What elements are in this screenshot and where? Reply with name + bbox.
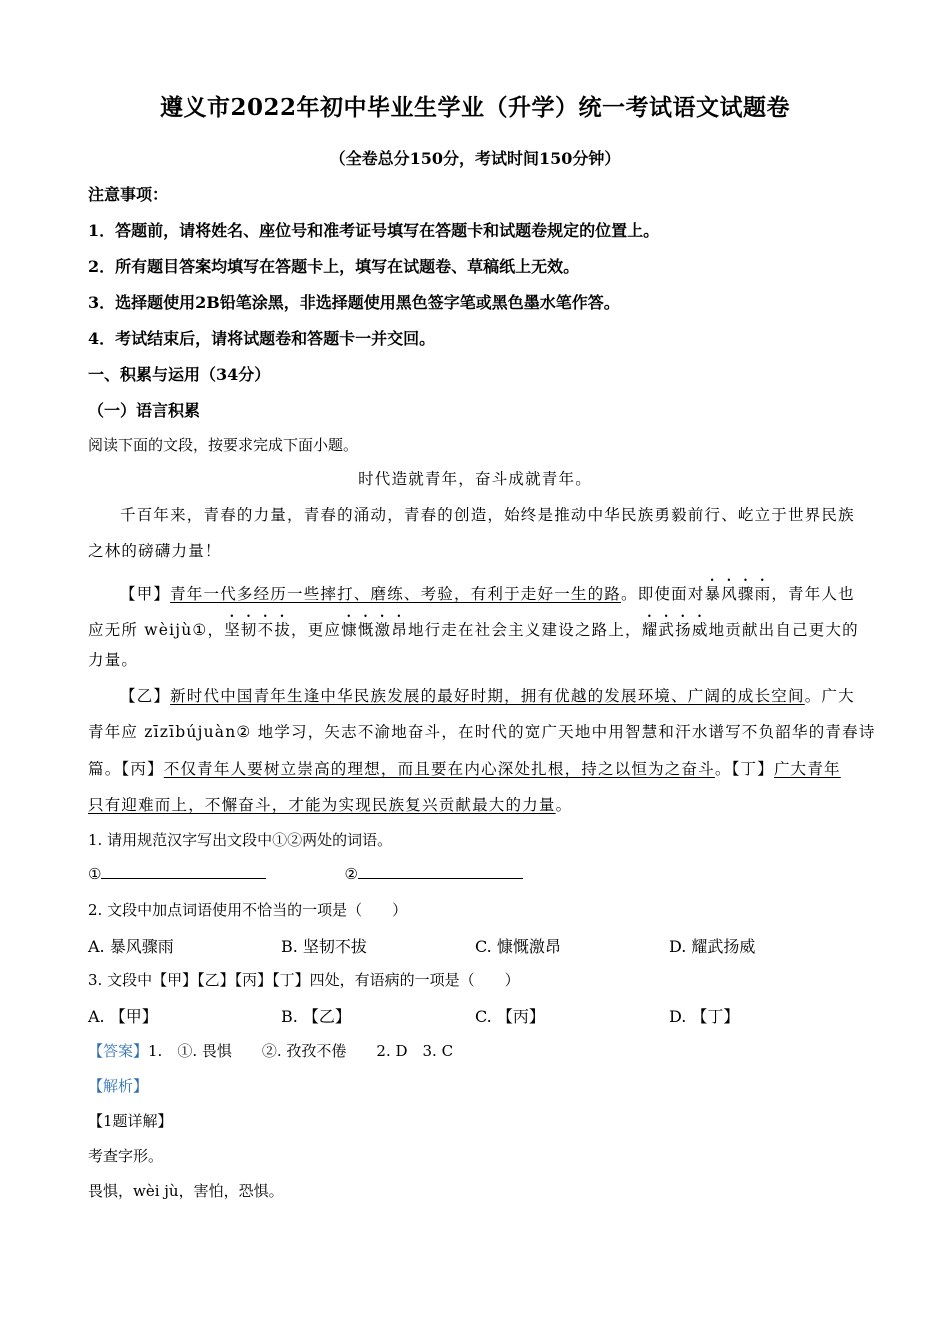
answer-tag: 【答案】: [88, 1042, 149, 1060]
section-heading: 一、积累与运用（34分）: [88, 365, 271, 384]
sentence-bing: 不仅青年人要树立崇高的理想，而且要在内心深处扎根，持之以恒为之奋斗: [163, 760, 715, 778]
sentence-jia: 青年一代多经历一些摔打、磨练、考验，有利于走好一生的路: [170, 585, 622, 603]
sentence-ding-part1: 广大青年: [773, 760, 841, 778]
q3-option-d[interactable]: D. 【丁】: [669, 1007, 740, 1026]
passage-p3-line2: 青年应 zīzībújuàn② 地学习，矢志不渝地奋斗，在时代的宽广天地中用智慧和汗水谱写不负韶华的青春诗: [88, 723, 876, 741]
notice-heading: 注意事项：: [88, 185, 169, 204]
q3-option-c[interactable]: C. 【丙】: [475, 1007, 545, 1026]
question-1-stem: 1. 请用规范汉字写出文段中①②两处的词语。: [88, 831, 393, 849]
analysis-tag: 【解析】: [88, 1077, 149, 1095]
answer-blank-2[interactable]: [358, 864, 523, 879]
q2-option-c[interactable]: C. 慷慨激昂: [475, 937, 561, 956]
question-1-blanks: ① ②: [88, 864, 523, 883]
analysis-q1-heading: 【1题详解】: [88, 1112, 173, 1130]
notice-item-2: 2．所有题目答案均填写在答题卡上，填写在试题卷、草稿纸上无效。: [88, 257, 580, 276]
analysis-line-1: 考查字形。: [88, 1147, 164, 1165]
q2-option-b[interactable]: B. 坚韧不拔: [281, 937, 367, 956]
answer-text: 1. ①. 畏惧 ②. 孜孜不倦 2. D 3. C: [148, 1042, 454, 1060]
tag-ding: 【丁】: [731, 760, 774, 778]
tag-bing: 【丙】: [121, 760, 164, 778]
notice-item-4: 4．考试结束后，请将试题卷和答题卡一并交回。: [88, 329, 436, 348]
notice-item-3: 3．选择题使用2B铅笔涂黑，非选择题使用黑色签字笔或黑色墨水笔作答。: [88, 293, 620, 312]
passage-p3-line1: 【乙】新时代中国青年生逢中华民族发展的最好时期，拥有优越的发展环境、广阔的成长空间。广大: [120, 687, 855, 705]
answer-blank-1[interactable]: [101, 864, 266, 879]
q3-option-a[interactable]: A. 【甲】: [88, 1007, 158, 1026]
subsection-heading: （一）语言积累: [88, 401, 201, 420]
notice-item-1: 1．答题前，请将姓名、座位号和准考证号填写在答题卡和试题卷规定的位置上。: [88, 221, 660, 240]
passage-p1-line2: 之林的磅礴力量！: [88, 542, 222, 560]
sentence-yi: 新时代中国青年生逢中华民族发展的最好时期，拥有优越的发展环境、广阔的成长空间: [170, 687, 805, 705]
tag-yi: 【乙】: [120, 687, 171, 705]
reading-instruction: 阅读下面的文段，按要求完成下面小题。: [88, 436, 359, 454]
answer-line: [88, 1040, 453, 1061]
passage-title: 时代造就青年，奋斗成就青年。: [358, 470, 592, 488]
dotted-word-2: 坚韧不拔: [224, 621, 292, 639]
question-2-stem: 2. 文段中加点词语使用不恰当的一项是（ ）: [88, 901, 408, 919]
q2-option-a[interactable]: A. 暴风骤雨: [88, 937, 174, 956]
analysis-line-2: 畏惧，wèi jù，害怕，恐惧。: [88, 1182, 284, 1200]
passage-p3-line3: 篇。【丙】不仅青年人要树立崇高的理想，而且要在内心深处扎根，持之以恒为之奋斗。【丁】广大青年: [88, 760, 841, 778]
exam-subtitle: （全卷总分150分，考试时间150分钟）: [329, 149, 621, 168]
dotted-word-3: 慷慨激昂: [341, 621, 408, 639]
q2-option-d[interactable]: D. 耀武扬威: [669, 937, 756, 956]
passage-p2-line2: 应无所 wèijù①，坚韧不拔，更应慷慨激昂地行走在社会主义建设之路上，耀武扬威地贡献出自己更大的: [88, 621, 859, 639]
dotted-word-1: 暴风骤雨: [704, 585, 772, 603]
passage-p2-line3: 力量。: [88, 651, 139, 669]
sentence-ding-part2: 只有迎难而上，不懈奋斗，才能为实现民族复兴贡献最大的力量: [88, 796, 556, 814]
dotted-word-4: 耀武扬威: [641, 621, 709, 639]
question-3-stem: 3. 文段中【甲】【乙】【丙】【丁】四处，有语病的一项是（ ）: [88, 971, 520, 989]
passage-p1-line1: 千百年来，青春的力量，青春的涌动，青春的创造，始终是推动中华民族勇毅前行、屹立于世界民族: [120, 506, 855, 524]
exam-title: 遵义市2022年初中毕业生学业（升学）统一考试语文试题卷: [159, 94, 790, 121]
passage-p2-line1: 【甲】青年一代多经历一些摔打、磨练、考验，有利于走好一生的路。即使面对暴风骤雨，青年人也: [120, 585, 855, 603]
tag-jia: 【甲】: [120, 585, 171, 603]
q3-option-b[interactable]: B. 【乙】: [281, 1007, 351, 1026]
passage-p3-line4: 只有迎难而上，不懈奋斗，才能为实现民族复兴贡献最大的力量。: [88, 796, 573, 814]
